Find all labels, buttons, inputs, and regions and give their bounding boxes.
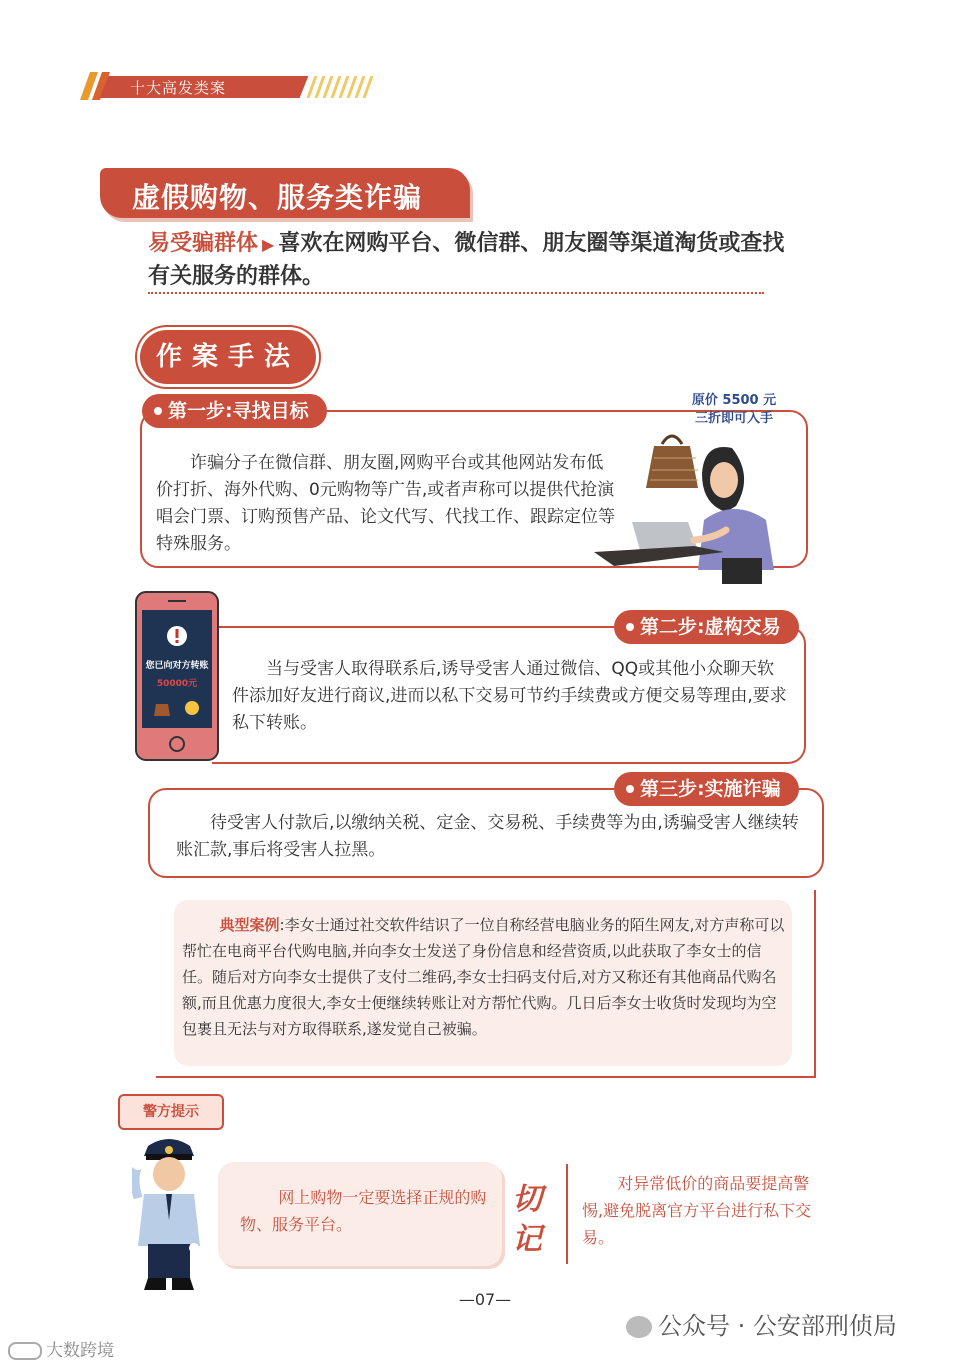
phone-illustration bbox=[134, 590, 220, 762]
remember-title: 切记 bbox=[512, 1182, 542, 1257]
phone-amount: 50000元 bbox=[156, 679, 198, 689]
victim-group bbox=[148, 228, 788, 293]
step1-tab: 第一步:寻找目标 bbox=[142, 394, 327, 428]
step3-text: 待受害人付款后,以缴纳关税、定金、交易税、手续费等为由,诱骗受害人继续转账汇款,事后将受害人拉黑。 bbox=[176, 813, 799, 860]
police-officer-illustration bbox=[132, 1136, 206, 1296]
logo-icon bbox=[8, 1342, 42, 1360]
section-title bbox=[100, 168, 470, 218]
victim-text: 喜欢在网购平台、微信群、朋友圈等渠道淘货或查找有关服务的群体。 bbox=[148, 231, 785, 289]
case-label: 典型案例 bbox=[219, 916, 280, 934]
triangle-arrow-icon: ▶ bbox=[262, 235, 275, 254]
header-category: 十大高发类案 bbox=[130, 79, 227, 97]
section-title-text: 虚假购物、服务类诈骗 bbox=[132, 181, 423, 214]
price-line-2: 三折即可入手 bbox=[694, 411, 773, 426]
victim-label: 易受骗群体 bbox=[148, 231, 259, 256]
case-text-block bbox=[182, 912, 786, 1042]
remember-divider bbox=[566, 1164, 568, 1264]
handbag-icon bbox=[646, 436, 698, 488]
woman-laptop-illustration bbox=[592, 424, 792, 584]
police-tip-label: 警方提示 bbox=[143, 1104, 199, 1120]
page-number: —07— bbox=[458, 1290, 512, 1309]
watermark-right bbox=[626, 1306, 897, 1341]
tip-bubble-text: 网上购物一定要选择正规的购物、服务平台。 bbox=[240, 1188, 487, 1234]
step3-tab: 第三步:实施诈骗 bbox=[614, 772, 799, 806]
remember-text: 对异常低价的商品要提高警惕,避免脱离官方平台进行私下交易。 bbox=[582, 1174, 812, 1247]
phone-message: 您已向对方转账 bbox=[145, 661, 209, 671]
watermark-left bbox=[8, 1336, 114, 1361]
dotted-divider bbox=[148, 292, 764, 294]
wechat-icon bbox=[626, 1316, 652, 1338]
price-line-1: 原价 5500 元 bbox=[691, 393, 777, 408]
watermark-right-text: 公众号 · 公安部刑侦局 bbox=[658, 1312, 897, 1340]
police-tip-tag bbox=[118, 1094, 224, 1130]
watermark-left-text: 大数跨境 bbox=[46, 1341, 114, 1361]
step1-text: 诈骗分子在微信群、朋友圈,网购平台或其他网站发布低价打折、海外代购、0元购物等广告,或者声称可以提供代抢演唱会门票、订购预售产品、论文代写、代找工作、跟踪定位等特殊服务。 bbox=[156, 453, 615, 554]
method-title-text: 作案手法 bbox=[155, 342, 300, 372]
step2-tab: 第二步:虚构交易 bbox=[614, 610, 799, 644]
header-tail-stripes-icon bbox=[300, 76, 380, 98]
step2-text: 当与受害人取得联系后,诱导受害人通过微信、QQ或其他小众聊天软件添加好友进行商议,进而以私下交易可节约手续费或方便交易等理由,要求私下转账。 bbox=[232, 659, 787, 733]
method-title bbox=[140, 330, 316, 384]
price-note bbox=[684, 392, 784, 428]
case-text: :李女士通过社交软件结识了一位自称经营电脑业务的陌生网友,对方声称可以帮忙在电商平台代购电脑,并向李女士发送了身份信息和经营资质,以此获取了李女士的信任。随后对方向李女士提供了支付二维码,李女士扫码支付后,对方又称还有其他商品代购名额,而且优惠力度很大,李女士便继续转账让对方帮忙代购。几日后李女士收货时发现均为空包裹且无法与对方取得联系,遂发觉自己被骗。 bbox=[182, 916, 785, 1038]
